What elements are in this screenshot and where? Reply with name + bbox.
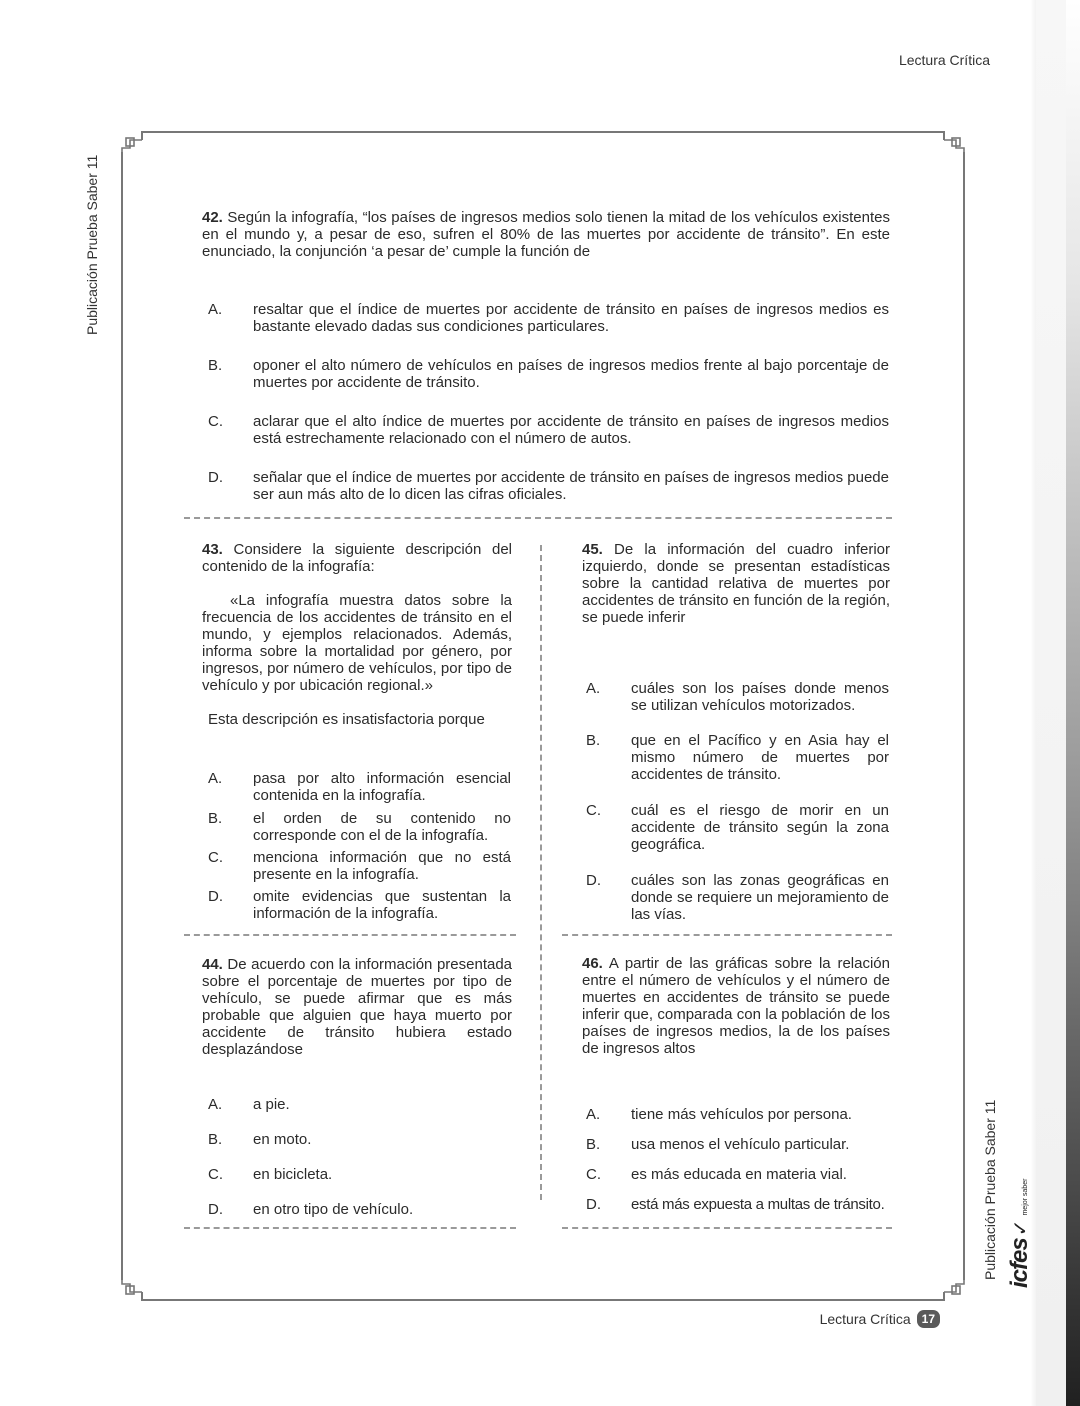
separator-q42 [184,517,892,519]
left-side-label: Publicación Prueba Saber 11 [84,154,100,335]
option-letter: D. [208,1201,223,1218]
option-letter: B. [208,810,223,827]
header-subject: Lectura Crítica [898,52,990,68]
option-letter: D. [208,888,223,905]
option-letter: A. [586,1106,601,1123]
question-44 [202,956,512,1058]
logo-name: icfes [1006,1238,1033,1288]
option-text: cuáles son las zonas geográficas en donde se requiere un mejoramiento de las vías. [631,872,889,923]
option-letter: B. [586,1136,601,1153]
option-letter: C. [586,802,601,819]
question-44-stem [202,956,512,1058]
option-letter: A. [208,1096,223,1113]
option-text: usa menos el vehículo particular. [631,1136,850,1153]
option-letter: D. [208,469,223,486]
question-43-number: 43. [202,541,223,558]
option-letter: A. [208,770,223,787]
question-42-number: 42. [202,209,223,226]
option-text: que en el Pacífico y en Asia hay el mismo número de muertes por accidentes de tránsito. [631,732,889,783]
question-45-text: De la información del cuadro inferior izquierdo, donde se presentan estadísticas sobre la cantidad relativa de muertes por accidentes de tránsito en función de la región, se puede inferir [582,541,890,626]
option-text: pasa por alto información esencial contenida en la infografía. [253,770,511,804]
option-text: está más expuesta a multas de tránsito. [631,1196,885,1213]
option-text: el orden de su contenido no corresponde con el de la infografía. [253,810,511,844]
question-43-prompt: Esta descripción es insatisfactoria porque [208,711,485,728]
question-42-text: Según la infografía, “los países de ingresos medios solo tienen la mitad de los vehículos existentes en el mundo y, a pesar de eso, sufren el 80% de las muertes por accidente de tránsito”. En este enunciado, la conjunción ‘a pesar de’ cumple la función de [202,209,890,260]
option-text: tiene más vehículos por persona. [631,1106,852,1123]
option-letter: A. [586,680,601,697]
question-46-number: 46. [582,955,603,972]
separator-q46 [562,1227,892,1229]
option-letter: C. [208,1166,223,1183]
page-number: 17 [917,1310,940,1328]
question-43 [202,541,512,728]
right-side-label: Publicación Prueba Saber 11 [982,1099,998,1280]
option-text: a pie. [253,1096,290,1113]
option-text: aclarar que el alto índice de muertes por accidente de tránsito en países de ingresos medios está estrechamente relacionado con el número de autos. [253,413,889,447]
question-46 [582,955,890,1057]
question-45-stem [582,541,890,626]
option-letter: D. [586,872,601,889]
logo-tagline: mejor saber [1022,1178,1029,1216]
option-letter: B. [586,732,601,749]
option-text: señalar que el índice de muertes por accidente de tránsito en países de ingresos medios puede ser aun más alto de lo dicen las cifras oficiales. [253,469,889,503]
option-letter: C. [586,1166,601,1183]
option-text: en otro tipo de vehículo. [253,1201,414,1218]
option-text: en moto. [253,1131,312,1148]
question-42 [202,209,890,260]
question-43-text: Considere la siguiente descripción del contenido de la infografía: [202,541,512,575]
option-text: en bicicleta. [253,1166,333,1183]
option-text: cuáles son los países donde menos se utilizan vehículos motorizados. [631,680,889,714]
question-44-number: 44. [202,956,223,973]
question-45-number: 45. [582,541,603,558]
footer-subject: Lectura Crítica [819,1311,911,1327]
question-45 [582,541,890,626]
option-text: omite evidencias que sustentan la información de la infografía. [253,888,511,922]
option-letter: A. [208,301,223,318]
logo-check-icon: ✓ [1010,1219,1032,1237]
separator-q43 [184,934,516,936]
question-46-stem [582,955,890,1057]
separator-q45 [562,934,892,936]
column-separator [540,545,542,1200]
question-46-text: A partir de las gráficas sobre la relación entre el número de vehículos y el número de muertes en accidentes de tránsito se puede inferir que, comparada con la población de los países de ingresos medios, la de los países de ingresos altos [582,955,890,1057]
question-43-quote: «La infografía muestra datos sobre la frecuencia de los accidentes de tránsito en el mundo, y ejemplos relacionados. Además, informa sobre la mortalidad por género, por ingresos, por número de vehículos, por tipo de vehículo y por ubicación regional.» [202,592,512,694]
option-letter: D. [586,1196,601,1213]
footer [820,1310,940,1328]
option-letter: C. [208,849,223,866]
option-text: resaltar que el índice de muertes por accidente de tránsito en países de ingresos medios es bastante elevado dadas sus condiciones particulares. [253,301,889,335]
option-text: oponer el alto número de vehículos en países de ingresos medios frente al bajo porcentaje de muertes por accidente de tránsito. [253,357,889,391]
question-42-stem [202,209,890,260]
option-text: cuál es el riesgo de morir en un accidente de tránsito según la zona geográfica. [631,802,889,853]
option-text: es más educada en materia vial. [631,1166,847,1183]
separator-q44 [184,1227,516,1229]
question-43-stem [202,541,512,575]
question-44-text: De acuerdo con la información presentada sobre el porcentaje de muertes por tipo de vehículo, se puede afirmar que es más probable que alguien que haya muerto por accidente de tránsito hubiera estado desplazándose [202,956,513,1058]
option-letter: B. [208,1131,223,1148]
option-letter: C. [208,413,223,430]
option-text: menciona información que no está presente en la infografía. [253,849,511,883]
option-letter: B. [208,357,223,374]
